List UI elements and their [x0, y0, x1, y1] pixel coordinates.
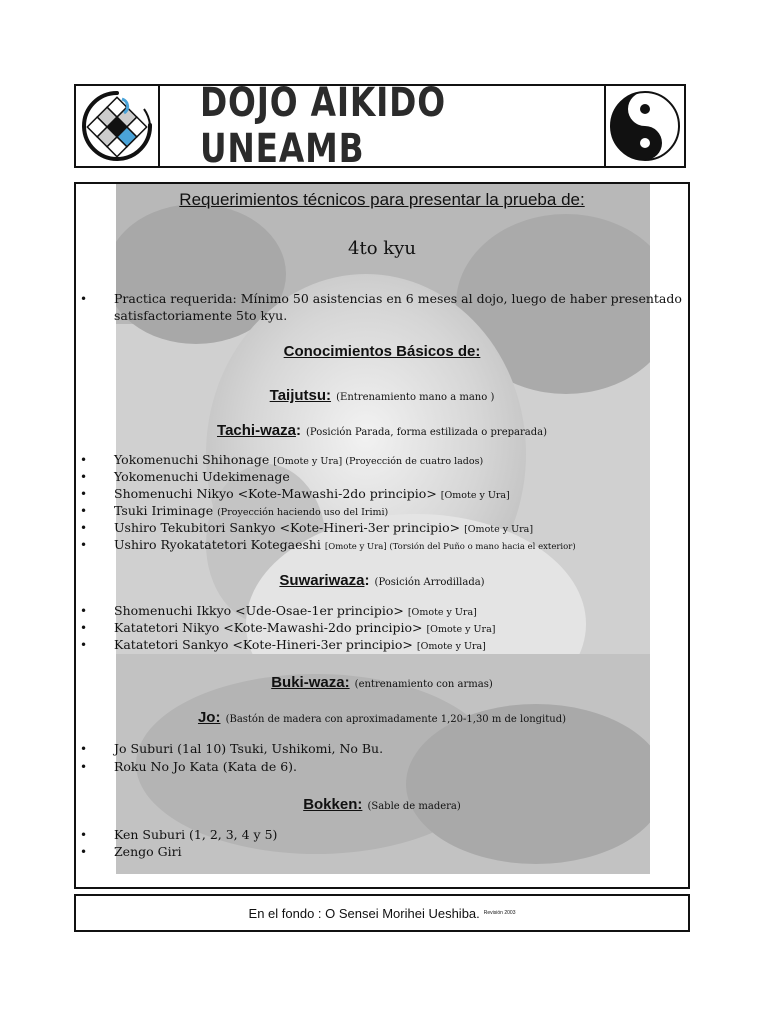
bullet-icon: •	[80, 621, 88, 635]
technique-name: Katatetori Sankyo <Kote-Hineri-3er principio>	[114, 637, 413, 652]
practice-requirement-line2: satisfactoriamente 5to kyu.	[114, 308, 288, 323]
knowledge-heading: Conocimientos Básicos de:	[283, 343, 481, 360]
list-item	[114, 620, 495, 635]
footer-caption	[74, 894, 690, 932]
page-title: DOJO AIKIDO UNEAMB	[199, 80, 446, 172]
logo-cell	[76, 86, 160, 166]
technique-note: [Omote y Ura]	[407, 607, 477, 618]
technique-name: Yokomenuchi Shihonage	[114, 452, 270, 467]
bukiwaza-section	[76, 672, 688, 691]
suwariwaza-note: (Posición Arrodillada)	[374, 577, 485, 588]
jo-note: (Bastón de madera con aproximadamente 1,20-1,30 m de longitud)	[225, 714, 567, 725]
bokken-label: Bokken:	[303, 796, 363, 813]
bullet-icon: •	[80, 453, 88, 467]
list-item	[114, 452, 483, 467]
practice-requirement-line1: Practica requerida: Mínimo 50 asistencias en 6 meses al dojo, luego de haber presentado	[114, 291, 682, 306]
requirements-heading: Requerimientos técnicos para presentar la prueba de:	[179, 190, 585, 209]
bullet-icon: •	[80, 487, 88, 501]
list-item	[114, 503, 388, 518]
tachiwaza-section	[76, 420, 688, 439]
technique-name: Ushiro Ryokatatetori Kotegaeshi	[114, 537, 321, 552]
list-item	[114, 520, 533, 535]
bullet-icon: •	[80, 470, 88, 484]
suwariwaza-label: Suwariwaza	[279, 572, 365, 589]
requirements-content	[76, 184, 688, 887]
technique-name: Shomenuchi Nikyo <Kote-Mawashi-2do principio>	[114, 486, 437, 501]
taijutsu-section	[76, 385, 688, 404]
grade-label: 4to kyu	[348, 238, 416, 259]
bullet-icon: •	[80, 828, 88, 842]
footer-text: En el fondo : O Sensei Morihei Ueshiba.	[248, 905, 480, 921]
list-item: Roku No Jo Kata (Kata de 6).	[114, 759, 298, 774]
tachiwaza-colon: :	[295, 422, 301, 439]
list-item	[114, 637, 486, 652]
technique-name: Shomenuchi Ikkyo <Ude-Osae-1er principio>	[114, 603, 404, 618]
suwariwaza-colon: :	[364, 572, 370, 589]
list-item: Jo Suburi (1al 10) Tsuki, Ushikomi, No Bu.	[114, 741, 384, 756]
jo-label: Jo:	[197, 709, 221, 726]
bullet-icon: •	[80, 638, 88, 652]
yin-yang-icon	[609, 90, 681, 162]
technique-note: [Omote y Ura]	[426, 624, 496, 635]
bullet-icon: •	[80, 292, 88, 306]
technique-name: Tsuki Iriminage	[114, 503, 214, 518]
bukiwaza-label: Buki-waza:	[271, 674, 350, 691]
tachiwaza-label: Tachi-waza	[217, 422, 296, 439]
bokken-note: (Sable de madera)	[367, 801, 461, 812]
suwariwaza-section	[76, 570, 688, 589]
technique-name: Yokomenuchi Udekimenage	[114, 469, 290, 484]
bullet-icon: •	[80, 604, 88, 618]
title-cell	[160, 80, 604, 172]
bukiwaza-note: (entrenamiento con armas)	[354, 679, 493, 690]
technique-note: [Omote y Ura] (Torsión del Puño o mano hacia el exterior)	[324, 542, 576, 552]
technique-note: (Proyección haciendo uso del Irimi)	[217, 507, 389, 518]
bullet-icon: •	[80, 504, 88, 518]
bullet-icon: •	[80, 538, 88, 552]
technique-note: [Omote y Ura] (Proyección de cuatro lados)	[273, 456, 484, 467]
tachiwaza-note: (Posición Parada, forma estilizada o preparada)	[306, 427, 547, 438]
requirements-panel	[74, 182, 690, 889]
technique-note: [Omote y Ura]	[416, 641, 486, 652]
list-item	[114, 537, 576, 552]
technique-name: Ushiro Tekubitori Sankyo <Kote-Hineri-3er principio>	[114, 520, 461, 535]
list-item: Ken Suburi (1, 2, 3, 4 y 5)	[114, 827, 278, 842]
taijutsu-label: Taijutsu:	[269, 387, 332, 404]
header-banner	[74, 80, 686, 172]
technique-name: Katatetori Nikyo <Kote-Mawashi-2do principio>	[114, 620, 423, 635]
taijutsu-note: (Entrenamiento mano a mano )	[336, 392, 495, 403]
yin-yang-cell	[604, 86, 684, 166]
technique-note: [Omote y Ura]	[440, 490, 510, 501]
list-item	[114, 469, 290, 484]
jo-section	[76, 707, 688, 726]
dojo-logo-icon	[78, 87, 156, 165]
list-item: Zengo Giri	[114, 844, 182, 859]
bullet-icon: •	[80, 845, 88, 859]
revision-label: Revisión 2003	[483, 910, 516, 916]
list-item	[114, 486, 510, 501]
list-item	[114, 603, 477, 618]
bokken-section	[76, 794, 688, 813]
bullet-icon: •	[80, 521, 88, 535]
bullet-icon: •	[80, 760, 88, 774]
technique-note: [Omote y Ura]	[464, 524, 534, 535]
bullet-icon: •	[80, 742, 88, 756]
